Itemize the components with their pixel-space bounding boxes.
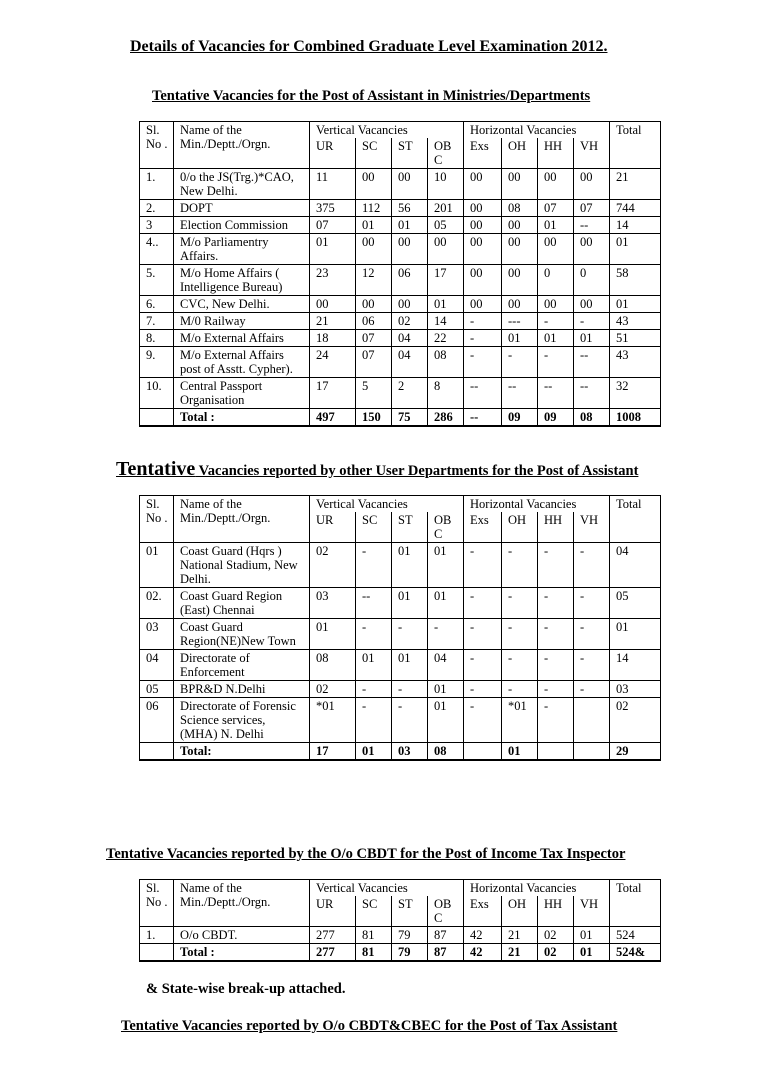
total-value-vh: 01 <box>574 944 610 962</box>
table-row <box>140 543 661 588</box>
row-value-exs: - <box>464 650 502 681</box>
row-value-ur: 02 <box>310 543 356 588</box>
page-title: Details of Vacancies for Combined Graduate Level Examination 2012. <box>130 38 608 55</box>
row-sl: 02. <box>140 588 174 619</box>
table-total-row <box>140 743 661 761</box>
total-value-exs <box>464 743 502 761</box>
row-name: M/0 Railway <box>174 313 310 330</box>
row-value-obc: 22 <box>428 330 464 347</box>
row-value-oh: *01 <box>502 698 538 743</box>
row-value-hh: - <box>538 681 574 698</box>
total-value-obc: 08 <box>428 743 464 761</box>
row-value-oh: 08 <box>502 200 538 217</box>
row-value-hh: - <box>538 588 574 619</box>
row-total: 01 <box>610 619 661 650</box>
row-value-obc: 01 <box>428 543 464 588</box>
row-value-vh: 01 <box>574 927 610 944</box>
total-value-oh: 01 <box>502 743 538 761</box>
row-value-obc: 08 <box>428 347 464 378</box>
row-value-obc: 01 <box>428 588 464 619</box>
table-header-row <box>140 880 661 897</box>
row-name: Coast Guard Region(NE)New Town <box>174 619 310 650</box>
row-value-sc: 5 <box>356 378 392 409</box>
table-row <box>140 330 661 347</box>
subheader-ur: UR <box>310 138 356 169</box>
total-row-label: Total : <box>174 409 310 427</box>
row-value-st: - <box>392 698 428 743</box>
row-value-ur: 01 <box>310 619 356 650</box>
row-value-hh: 07 <box>538 200 574 217</box>
row-value-exs: 00 <box>464 265 502 296</box>
row-sl: 05 <box>140 681 174 698</box>
row-value-obc: 10 <box>428 169 464 200</box>
row-value-st: - <box>392 681 428 698</box>
table-row <box>140 681 661 698</box>
vacancies-table-income-tax-inspector <box>139 879 661 962</box>
row-value-ur: 277 <box>310 927 356 944</box>
subheader-ur: UR <box>310 512 356 543</box>
row-value-vh: - <box>574 543 610 588</box>
row-value-sc: 81 <box>356 927 392 944</box>
row-name: Coast Guard (Hqrs ) National Stadium, New Delhi. <box>174 543 310 588</box>
table-row <box>140 200 661 217</box>
subheader-st: ST <box>392 512 428 543</box>
row-value-ur: 03 <box>310 588 356 619</box>
row-value-hh: - <box>538 650 574 681</box>
row-value-st: 01 <box>392 588 428 619</box>
row-value-obc: 05 <box>428 217 464 234</box>
row-name: BPR&D N.Delhi <box>174 681 310 698</box>
row-value-vh: - <box>574 588 610 619</box>
row-value-sc: 00 <box>356 234 392 265</box>
row-sl: 10. <box>140 378 174 409</box>
row-name: O/o CBDT. <box>174 927 310 944</box>
row-value-st: 04 <box>392 330 428 347</box>
row-value-obc: 87 <box>428 927 464 944</box>
row-total: 14 <box>610 650 661 681</box>
total-row-label: Total : <box>174 944 310 962</box>
row-value-st: 02 <box>392 313 428 330</box>
section4-heading: Tentative Vacancies reported by O/o CBDT&CBEC for the Post of Tax Assistant <box>121 1018 618 1034</box>
row-sl: 7. <box>140 313 174 330</box>
row-value-ur: *01 <box>310 698 356 743</box>
header-vertical-vacancies: Vertical Vacancies <box>310 122 464 139</box>
row-value-hh: 01 <box>538 330 574 347</box>
subheader-vh: VH <box>574 138 610 169</box>
subheader-st: ST <box>392 896 428 927</box>
row-value-exs: -- <box>464 378 502 409</box>
total-value-vh <box>574 743 610 761</box>
row-value-obc: 14 <box>428 313 464 330</box>
table-row <box>140 313 661 330</box>
row-value-vh: -- <box>574 347 610 378</box>
row-name: Central Passport Organisation <box>174 378 310 409</box>
row-sl: 01 <box>140 543 174 588</box>
row-value-obc: 04 <box>428 650 464 681</box>
row-value-hh: -- <box>538 378 574 409</box>
row-value-sc: 01 <box>356 650 392 681</box>
row-value-sc: - <box>356 698 392 743</box>
row-sl: 03 <box>140 619 174 650</box>
row-value-hh: - <box>538 313 574 330</box>
row-value-vh: - <box>574 650 610 681</box>
row-sl: 6. <box>140 296 174 313</box>
row-value-ur: 11 <box>310 169 356 200</box>
row-value-obc: 17 <box>428 265 464 296</box>
row-value-exs: 00 <box>464 200 502 217</box>
row-value-oh: 01 <box>502 330 538 347</box>
row-value-ur: 01 <box>310 234 356 265</box>
row-value-vh <box>574 698 610 743</box>
row-value-exs: 42 <box>464 927 502 944</box>
header-sl: Sl. No . <box>140 496 174 543</box>
vacancies-table-assistant-ministries <box>139 121 661 427</box>
total-value-oh: 21 <box>502 944 538 962</box>
row-value-st: 79 <box>392 927 428 944</box>
header-horizontal-vacancies: Horizontal Vacancies <box>464 122 610 139</box>
row-value-ur: 02 <box>310 681 356 698</box>
row-value-ur: 00 <box>310 296 356 313</box>
header-horizontal-vacancies: Horizontal Vacancies <box>464 496 610 513</box>
row-total: 744 <box>610 200 661 217</box>
row-value-oh: 21 <box>502 927 538 944</box>
row-value-sc: 00 <box>356 169 392 200</box>
total-value-vh: 08 <box>574 409 610 427</box>
section3-heading: Tentative Vacancies reported by the O/o CBDT for the Post of Income Tax Inspector <box>106 846 626 862</box>
row-value-exs: - <box>464 698 502 743</box>
row-sl: 1. <box>140 927 174 944</box>
row-value-oh: - <box>502 650 538 681</box>
row-value-exs: - <box>464 681 502 698</box>
total-value-ur: 497 <box>310 409 356 427</box>
total-value-sc: 01 <box>356 743 392 761</box>
row-value-hh: 00 <box>538 169 574 200</box>
row-value-sc: - <box>356 681 392 698</box>
row-sl: 5. <box>140 265 174 296</box>
subheader-exs: Exs <box>464 138 502 169</box>
row-value-vh: 00 <box>574 234 610 265</box>
row-value-vh: 01 <box>574 330 610 347</box>
total-value-obc: 87 <box>428 944 464 962</box>
total-row-grand-total: 524& <box>610 944 661 962</box>
header-total: Total <box>610 122 661 169</box>
row-sl: 1. <box>140 169 174 200</box>
header-vertical-vacancies: Vertical Vacancies <box>310 496 464 513</box>
row-value-st: 00 <box>392 296 428 313</box>
row-value-st: 06 <box>392 265 428 296</box>
row-value-oh: 00 <box>502 217 538 234</box>
total-value-st: 75 <box>392 409 428 427</box>
table-row <box>140 169 661 200</box>
row-name: M/o External Affairs post of Asstt. Cypher). <box>174 347 310 378</box>
total-value-hh <box>538 743 574 761</box>
header-name: Name of the Min./Deptt./Orgn. <box>174 122 310 169</box>
row-value-vh: -- <box>574 217 610 234</box>
row-value-exs: - <box>464 588 502 619</box>
row-value-oh: 00 <box>502 296 538 313</box>
subheader-exs: Exs <box>464 512 502 543</box>
row-value-oh: - <box>502 543 538 588</box>
row-value-st: 01 <box>392 650 428 681</box>
table-header-row <box>140 496 661 513</box>
row-total: 01 <box>610 296 661 313</box>
row-total: 02 <box>610 698 661 743</box>
subheader-hh: HH <box>538 512 574 543</box>
row-value-hh: - <box>538 543 574 588</box>
total-row-sl <box>140 743 174 761</box>
row-name: M/o External Affairs <box>174 330 310 347</box>
row-value-oh: - <box>502 619 538 650</box>
row-value-st: - <box>392 619 428 650</box>
table-row <box>140 217 661 234</box>
row-value-ur: 18 <box>310 330 356 347</box>
table-row <box>140 588 661 619</box>
total-value-exs: 42 <box>464 944 502 962</box>
row-value-vh: 07 <box>574 200 610 217</box>
row-value-ur: 23 <box>310 265 356 296</box>
vacancies-table-assistant-user-departments <box>139 495 661 761</box>
row-value-obc: 01 <box>428 681 464 698</box>
row-value-oh: -- <box>502 378 538 409</box>
subheader-vh: VH <box>574 896 610 927</box>
row-sl: 2. <box>140 200 174 217</box>
row-total: 14 <box>610 217 661 234</box>
subheader-oh: OH <box>502 896 538 927</box>
row-value-exs: - <box>464 330 502 347</box>
header-vertical-vacancies: Vertical Vacancies <box>310 880 464 897</box>
total-row-grand-total: 1008 <box>610 409 661 427</box>
row-value-sc: 07 <box>356 347 392 378</box>
row-value-oh: - <box>502 347 538 378</box>
row-value-ur: 17 <box>310 378 356 409</box>
row-total: 43 <box>610 347 661 378</box>
header-total: Total <box>610 880 661 927</box>
row-name: 0/o the JS(Trg.)*CAO, New Delhi. <box>174 169 310 200</box>
header-sl: Sl. No . <box>140 122 174 169</box>
total-value-hh: 09 <box>538 409 574 427</box>
subheader-hh: HH <box>538 896 574 927</box>
row-value-exs: 00 <box>464 296 502 313</box>
table-row <box>140 234 661 265</box>
row-value-ur: 08 <box>310 650 356 681</box>
statewise-note: & State-wise break-up attached. <box>146 981 346 997</box>
subheader-sc: SC <box>356 512 392 543</box>
row-value-st: 56 <box>392 200 428 217</box>
row-value-oh: - <box>502 588 538 619</box>
row-value-st: 01 <box>392 217 428 234</box>
row-sl: 3 <box>140 217 174 234</box>
row-name: M/o Home Affairs ( Intelligence Bureau) <box>174 265 310 296</box>
row-value-oh: 00 <box>502 169 538 200</box>
total-value-st: 79 <box>392 944 428 962</box>
row-name: CVC, New Delhi. <box>174 296 310 313</box>
header-name: Name of the Min./Deptt./Orgn. <box>174 880 310 927</box>
table-total-row <box>140 944 661 962</box>
row-value-vh: - <box>574 619 610 650</box>
section2-heading: Tentative Vacancies reported by other User Departments for the Post of Assistant <box>116 458 639 480</box>
row-value-ur: 24 <box>310 347 356 378</box>
row-value-vh: - <box>574 313 610 330</box>
row-value-exs: 00 <box>464 217 502 234</box>
row-sl: 04 <box>140 650 174 681</box>
row-total: 01 <box>610 234 661 265</box>
row-value-hh: 00 <box>538 234 574 265</box>
row-value-exs: - <box>464 619 502 650</box>
subheader-obc: OB C <box>428 512 464 543</box>
row-value-obc: - <box>428 619 464 650</box>
row-value-st: 04 <box>392 347 428 378</box>
row-name: Election Commission <box>174 217 310 234</box>
table-row <box>140 378 661 409</box>
row-total: 21 <box>610 169 661 200</box>
subheader-sc: SC <box>356 896 392 927</box>
total-value-obc: 286 <box>428 409 464 427</box>
row-value-hh: 01 <box>538 217 574 234</box>
row-value-sc: - <box>356 619 392 650</box>
row-value-obc: 8 <box>428 378 464 409</box>
row-value-hh: - <box>538 698 574 743</box>
row-value-oh: - <box>502 681 538 698</box>
table-row <box>140 698 661 743</box>
section1-heading: Tentative Vacancies for the Post of Assistant in Ministries/Departments <box>152 88 591 104</box>
row-value-vh: 00 <box>574 169 610 200</box>
table-row <box>140 296 661 313</box>
row-sl: 8. <box>140 330 174 347</box>
row-sl: 9. <box>140 347 174 378</box>
table-row <box>140 927 661 944</box>
subheader-obc: OB C <box>428 896 464 927</box>
row-name: DOPT <box>174 200 310 217</box>
row-value-oh: 00 <box>502 234 538 265</box>
header-total: Total <box>610 496 661 543</box>
row-value-ur: 07 <box>310 217 356 234</box>
table-row <box>140 265 661 296</box>
header-name: Name of the Min./Deptt./Orgn. <box>174 496 310 543</box>
row-total: 51 <box>610 330 661 347</box>
row-total: 524 <box>610 927 661 944</box>
row-value-hh: 02 <box>538 927 574 944</box>
row-total: 32 <box>610 378 661 409</box>
total-value-sc: 150 <box>356 409 392 427</box>
total-row-label: Total: <box>174 743 310 761</box>
table-row <box>140 650 661 681</box>
row-value-sc: 06 <box>356 313 392 330</box>
row-value-oh: 00 <box>502 265 538 296</box>
row-value-exs: 00 <box>464 234 502 265</box>
row-value-exs: - <box>464 347 502 378</box>
row-value-hh: - <box>538 619 574 650</box>
row-value-vh: - <box>574 681 610 698</box>
subheader-exs: Exs <box>464 896 502 927</box>
total-value-ur: 277 <box>310 944 356 962</box>
row-sl: 06 <box>140 698 174 743</box>
row-value-ur: 375 <box>310 200 356 217</box>
table-header-row <box>140 122 661 139</box>
total-row-sl <box>140 944 174 962</box>
row-name: Coast Guard Region (East) Chennai <box>174 588 310 619</box>
row-value-st: 00 <box>392 169 428 200</box>
row-value-exs: - <box>464 543 502 588</box>
total-row-grand-total: 29 <box>610 743 661 761</box>
subheader-obc: OB C <box>428 138 464 169</box>
row-value-st: 2 <box>392 378 428 409</box>
subheader-vh: VH <box>574 512 610 543</box>
row-value-hh: 00 <box>538 296 574 313</box>
row-total: 05 <box>610 588 661 619</box>
row-total: 03 <box>610 681 661 698</box>
row-value-vh: 00 <box>574 296 610 313</box>
row-name: Directorate of Forensic Science services, (MHA) N. Delhi <box>174 698 310 743</box>
row-value-sc: 07 <box>356 330 392 347</box>
row-value-st: 01 <box>392 543 428 588</box>
row-value-sc: -- <box>356 588 392 619</box>
row-value-hh: 0 <box>538 265 574 296</box>
total-row-sl <box>140 409 174 427</box>
table-row <box>140 347 661 378</box>
row-value-exs: 00 <box>464 169 502 200</box>
total-value-oh: 09 <box>502 409 538 427</box>
row-value-obc: 01 <box>428 296 464 313</box>
row-total: 43 <box>610 313 661 330</box>
row-value-sc: - <box>356 543 392 588</box>
row-value-oh: --- <box>502 313 538 330</box>
row-total: 04 <box>610 543 661 588</box>
table-row <box>140 619 661 650</box>
subheader-st: ST <box>392 138 428 169</box>
row-value-obc: 01 <box>428 698 464 743</box>
row-value-sc: 112 <box>356 200 392 217</box>
row-value-sc: 01 <box>356 217 392 234</box>
row-value-st: 00 <box>392 234 428 265</box>
total-value-exs: -- <box>464 409 502 427</box>
row-value-vh: 0 <box>574 265 610 296</box>
subheader-ur: UR <box>310 896 356 927</box>
table-total-row <box>140 409 661 427</box>
total-value-st: 03 <box>392 743 428 761</box>
row-value-hh: - <box>538 347 574 378</box>
subheader-oh: OH <box>502 512 538 543</box>
row-name: Directorate of Enforcement <box>174 650 310 681</box>
header-sl: Sl. No . <box>140 880 174 927</box>
row-value-sc: 12 <box>356 265 392 296</box>
total-value-hh: 02 <box>538 944 574 962</box>
subheader-sc: SC <box>356 138 392 169</box>
row-value-ur: 21 <box>310 313 356 330</box>
row-total: 58 <box>610 265 661 296</box>
subheader-oh: OH <box>502 138 538 169</box>
row-value-obc: 201 <box>428 200 464 217</box>
row-name: M/o Parliamentry Affairs. <box>174 234 310 265</box>
subheader-hh: HH <box>538 138 574 169</box>
total-value-sc: 81 <box>356 944 392 962</box>
header-horizontal-vacancies: Horizontal Vacancies <box>464 880 610 897</box>
row-value-vh: -- <box>574 378 610 409</box>
row-value-exs: - <box>464 313 502 330</box>
total-value-ur: 17 <box>310 743 356 761</box>
row-value-sc: 00 <box>356 296 392 313</box>
row-value-obc: 00 <box>428 234 464 265</box>
row-sl: 4.. <box>140 234 174 265</box>
